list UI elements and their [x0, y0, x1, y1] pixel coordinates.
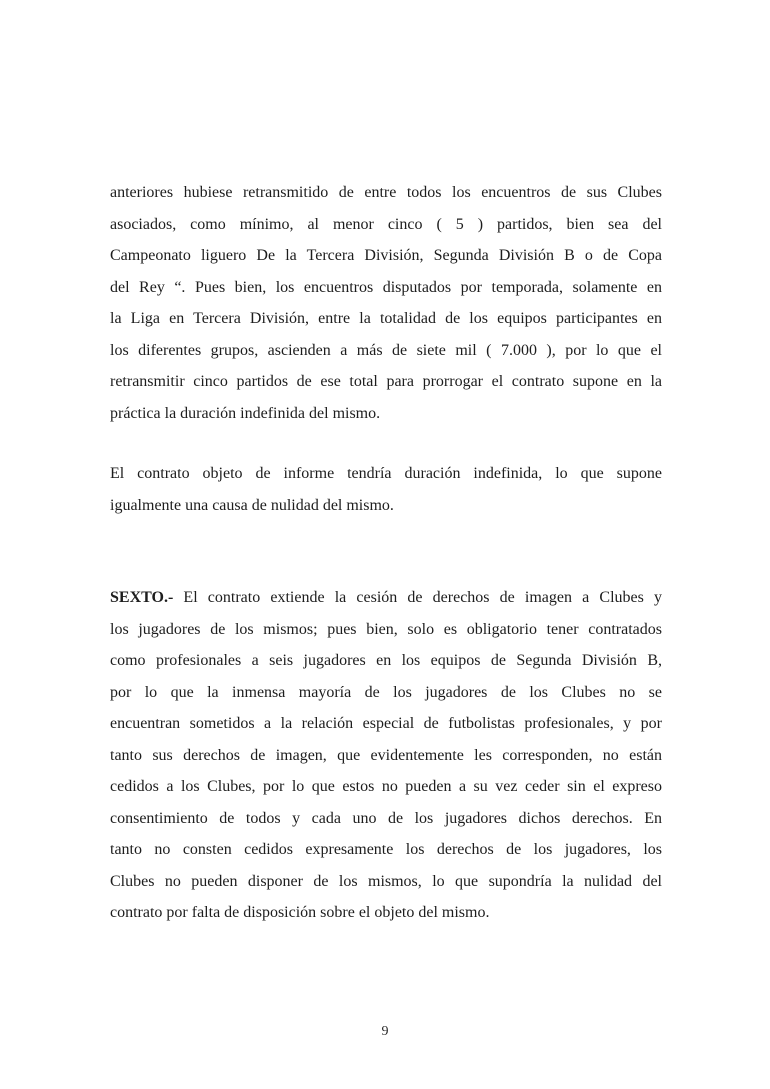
- paragraph-1: [110, 177, 662, 429]
- document-body: [110, 177, 662, 929]
- text-segment: El contrato extiende la cesión de derechos de imagen a Clubes y: [173, 589, 662, 606]
- section-heading-label: SEXTO.-: [110, 589, 174, 606]
- text-line: tanto sus derechos de imagen, que evidentemente les corresponden, no están: [110, 746, 662, 764]
- text-line: [110, 582, 662, 614]
- text-line: Campeonato liguero De la Tercera División, Segunda División B o de Copa: [110, 247, 662, 264]
- text-line: los jugadores de los mismos; pues bien, solo es obligatorio tener contratados: [110, 620, 662, 638]
- text-line: práctica la duración indefinida del mismo.: [110, 404, 381, 422]
- text-line: los diferentes grupos, ascienden a más de siete mil ( 7.000 ), por lo que el: [110, 341, 662, 359]
- text-line: anteriores hubiese retransmitido de entre todos los encuentros de sus Clubes: [110, 184, 662, 201]
- text-line: contrato por falta de disposición sobre el objeto del mismo.: [110, 904, 490, 921]
- text-line: del Rey “. Pues bien, los encuentros disputados por temporada, solamente en: [110, 278, 662, 296]
- text-line: Clubes no pueden disponer de los mismos, lo que supondría la nulidad del: [110, 872, 662, 890]
- text-line: igualmente una causa de nulidad del mismo.: [110, 496, 394, 514]
- text-line: asociados, como mínimo, al menor cinco ( 5 ) partidos, bien sea del: [110, 215, 662, 233]
- text-line: El contrato objeto de informe tendría duración indefinida, lo que supone: [110, 465, 662, 482]
- paragraph-3: [110, 582, 662, 929]
- text-line: por lo que la inmensa mayoría de los jugadores de los Clubes no se: [110, 683, 662, 701]
- paragraph-2: [110, 458, 662, 521]
- text-line: encuentran sometidos a la relación especial de futbolistas profesionales, y por: [110, 715, 662, 732]
- page-number: 9: [381, 1024, 389, 1039]
- text-line: cedidos a los Clubes, por lo que estos no pueden a su vez ceder sin el expreso: [110, 778, 662, 795]
- text-line: retransmitir cinco partidos de ese total para prorrogar el contrato supone en la: [110, 373, 662, 390]
- text-line: como profesionales a seis jugadores en los equipos de Segunda División B,: [110, 652, 662, 669]
- text-line: la Liga en Tercera División, entre la totalidad de los equipos participantes en: [110, 310, 662, 327]
- text-line: tanto no consten cedidos expresamente los derechos de los jugadores, los: [110, 841, 662, 858]
- text-line: consentimiento de todos y cada uno de los jugadores dichos derechos. En: [110, 809, 662, 827]
